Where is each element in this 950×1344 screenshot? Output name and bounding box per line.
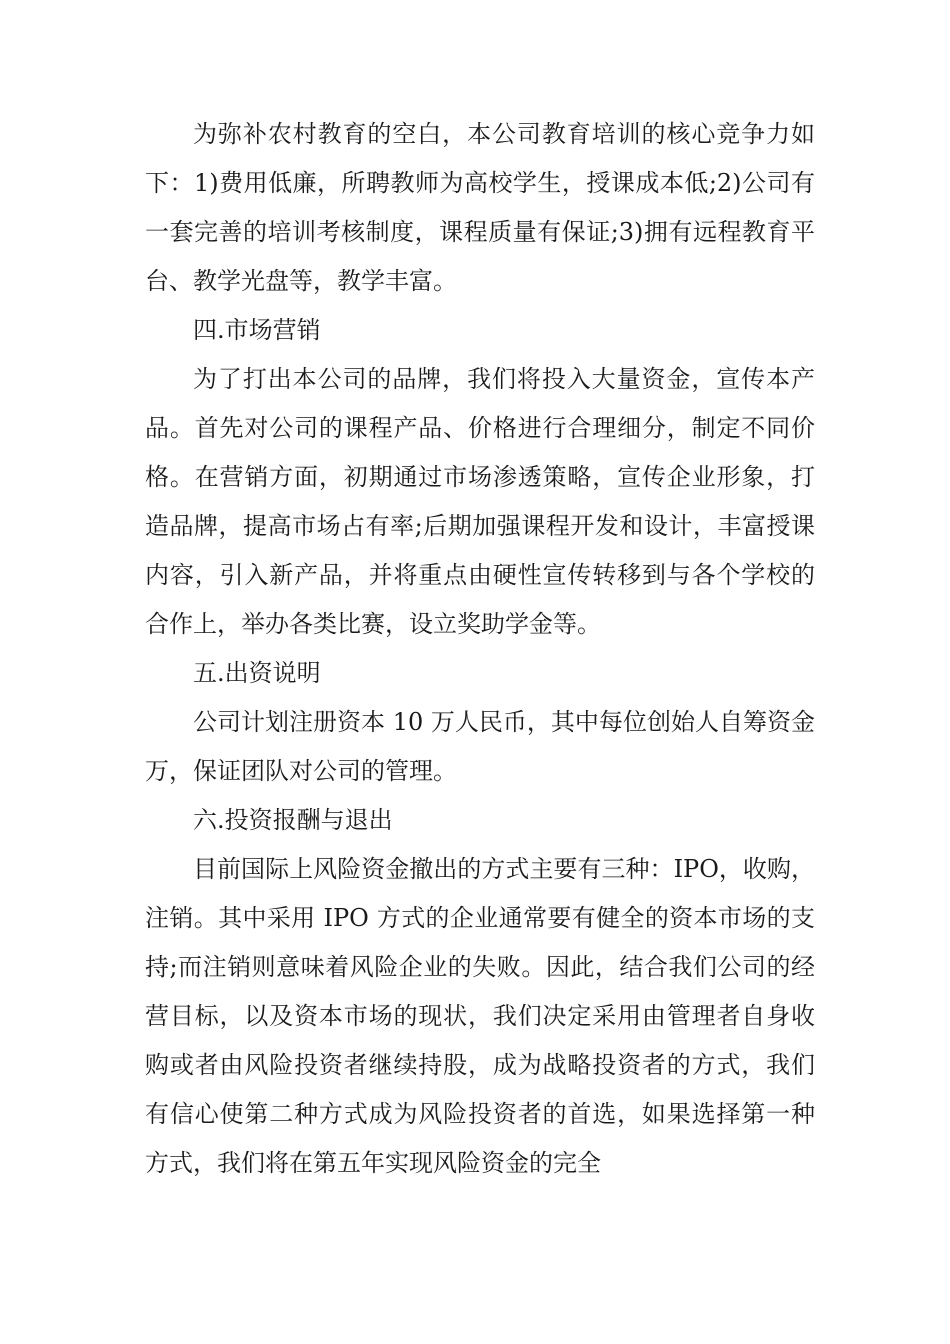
paragraph-competitiveness: 为弥补农村教育的空白，本公司教育培训的核心竞争力如下：1)费用低廉，所聘教师为高校学生，授课成本低;2)公司有一套完善的培训考核制度，课程质量有保证;3)拥有远程教育平台、教学光盘等，教学丰富。 [145, 120, 815, 295]
heading-marketing: 四.市场营销 [193, 316, 321, 344]
heading-investment-exit: 六.投资报酬与退出 [193, 806, 393, 834]
document-page [145, 110, 815, 1188]
paragraph-marketing: 为了打出本公司的品牌，我们将投入大量资金，宣传本产品。首先对公司的课程产品、价格进行合理细分，制定不同价格。在营销方面，初期通过市场渗透策略，宣传企业形象，打造品牌，提高市场占有率;后期加强课程开发和设计，丰富授课内容，引入新产品，并将重点由硬性宣传转移到与各个学校的合作上，举办各类比赛，设立奖助学金等。 [145, 365, 815, 638]
paragraph-funding: 公司计划注册资本 10 万人民币，其中每位创始人自筹资金万，保证团队对公司的管理。 [145, 708, 815, 785]
heading-funding: 五.出资说明 [193, 659, 321, 687]
paragraph-investment-exit: 目前国际上风险资金撤出的方式主要有三种：IPO，收购，注销。其中采用 IPO 方式的企业通常要有健全的资本市场的支持;而注销则意味着风险企业的失败。因此，结合我们公司的经营目标，以及资本市场的现状，我们决定采用由管理者自身收购或者由风险投资者继续持股，成为战略投资者的方式，我们有信心使第二种方式成为风险投资者的首选，如果选择第一种方式，我们将在第五年实现风险资金的完全 [145, 855, 815, 1177]
